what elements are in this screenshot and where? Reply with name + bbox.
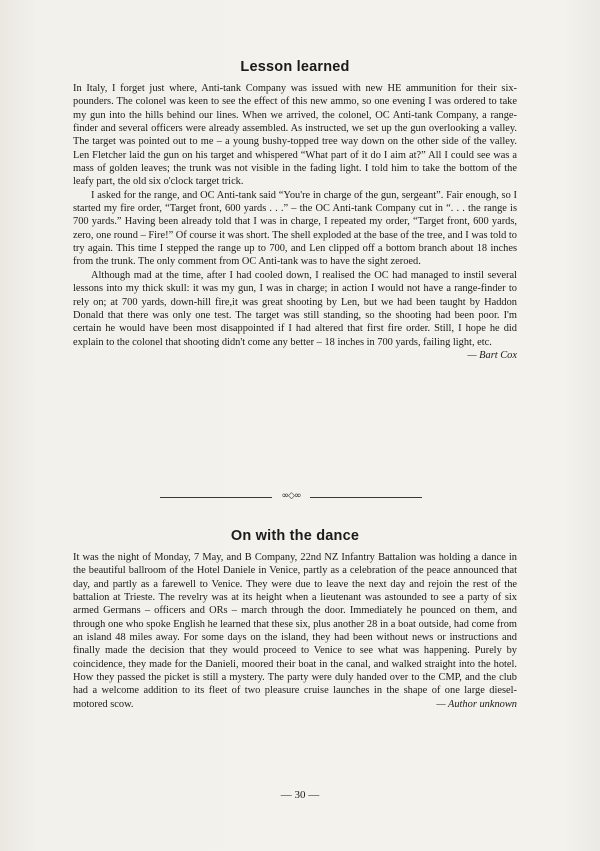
story-body-lesson-learned	[73, 82, 517, 362]
divider-ornament-icon: ∞◇∞	[281, 491, 301, 501]
divider-line-right	[310, 497, 422, 498]
story-title-on-with-the-dance: On with the dance	[230, 528, 360, 544]
paragraph: In Italy, I forget just where, Anti-tank Company was issued with new HE ammunition for their six-pounders. The colonel was keen to see the effect of this new ammo, so one evening I was ordered to take my gun into the hills behind our lines. When we arrived, the colonel, OC Anti-tank Company, a range-finder and several officers were already assembled. As instructed, we set up the gun overlooking a valley. The target was pointed out to me – a young bushy-topped tree way down on the other side of the valley. Len Fletcher laid the gun on his target and whispered “What part of it do I aim at?” All I could see was a mass of golden leaves; the trunk was not visible in the fading light. I told him to take the bottom of the leafy part, the old six o'clock target trick.	[73, 83, 517, 188]
paragraph-text: Although mad at the time, after I had cooled down, I realised the OC had managed to instil several lessons into my thick skull: it was my gun, I was in charge; in action I would not have a range-finder to rely on; at 700 yards, down-hill fire,it was great shooting by Len, but we had been taught by Haddon Donald that there was only one test. The target was still standing, so the shooting had been poor. I'm certain he would have been most disappointed if I had altered that first fire order. Still, I hope he did explain to the colonel that shooting didn't come any better – 18 inches in 700 yards, failing light, etc.	[73, 269, 517, 348]
paragraph	[73, 551, 517, 711]
section-divider	[160, 491, 422, 502]
paragraph	[73, 269, 517, 361]
paragraph: I asked for the range, and OC Anti-tank said “You're in charge of the gun, sergeant”. Fair enough, so I started my fire order, “Target front, 600 yards . . .” – the OC Anti-tank Company cut in “. . . the range is 700 yards.” Having been already told that I was in charge, I repeated my order, “Target front, 600 yards, zero, one round – Fire!” Of course it was short. The shell exploded at the base of the tree, and I was told to try again. This time I stepped the range up to 700, and Len clipped off a bottom branch about 18 inches from the trunk. The only comment from OC Anti-tank was to have the sight zeroed.	[73, 189, 517, 268]
story-body-on-with-the-dance	[73, 551, 517, 711]
paragraph-text: It was the night of Monday, 7 May, and B Company, 22nd NZ Infantry Battalion was holding a dance in the beautiful ballroom of the Hotel Daniele in Venice, partly as a celebration of the peace announced that day, and partly as a farewell to Venice. They were due to leave the next day and rejoin the rest of the battalion at Trieste. The revelry was at its height when a lieutenant was astounded to see a party of six armed Germans – officers and ORs – march through the door. Immediately he pounced on them, and through one who spoke English he learned that these six, plus another 28 in a boat outside, had come from an island 48 miles away. For some days on the island, they had been without news or instructions and finally made the decision that they would proceed to Venice to see what was happening. Purely by coincidence, they made for the Danieli, moored their boat in the canal, and walked straight into the hotel. How they passed the picket is still a mystery. The party were duly handed over to the CMP, and the club had a welcome addition to its fleet of two pleasure cruise launches in the shape of one large diesel-motored scow.	[73, 552, 517, 710]
divider-line-left	[160, 497, 272, 498]
page-number: — 30 —	[280, 789, 320, 801]
author-signature: — Bart Cox	[467, 349, 517, 361]
story-title-lesson-learned: Lesson learned	[240, 59, 350, 75]
author-signature: — Author unknown	[436, 698, 517, 710]
